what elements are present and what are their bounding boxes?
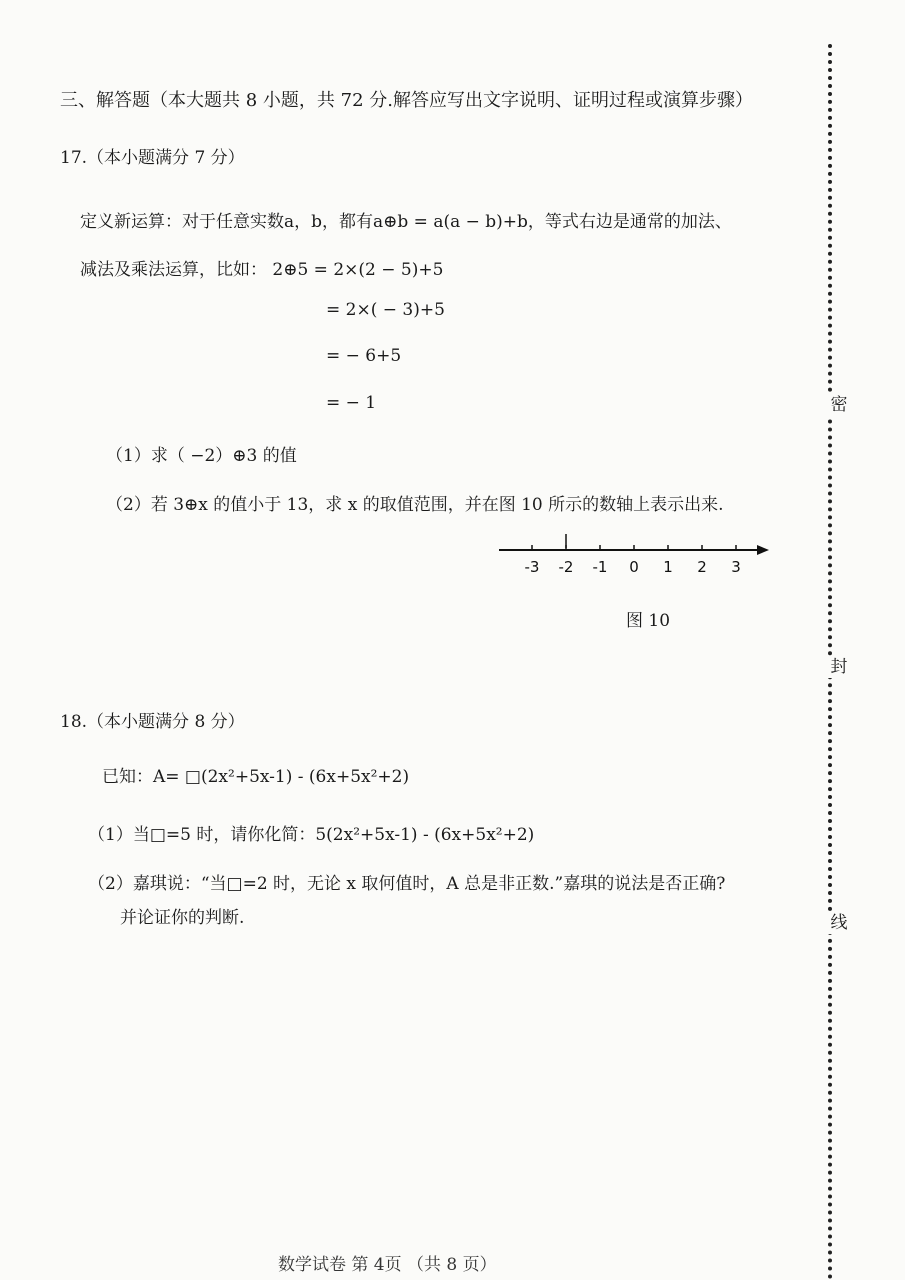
q18-part2-line1: （2）嘉琪说：“当□=2 时，无论 x 取何值时，A 总是非正数.”嘉琪的说法是否正确? (88, 874, 726, 894)
seal-char-feng: 封 (826, 656, 852, 678)
q17-step3: = − 1 (326, 393, 377, 413)
q17-definition-line2: 减法及乘法运算，比如： 2⊕5 = 2×(2 − 5)+5 (80, 260, 444, 280)
q17-definition-line1: 定义新运算：对于任意实数a，b，都有a⊕b = a(a − b)+b，等式右边是通常的加法、 (80, 212, 732, 232)
tick-label: 2 (697, 558, 707, 576)
number-line-arrow (757, 545, 769, 555)
section-title: 三、解答题（本大题共 8 小题，共 72 分.解答应写出文字说明、证明过程或演算步骤） (60, 90, 753, 111)
q17-part2: （2）若 3⊕x 的值小于 13，求 x 的取值范围，并在图 10 所示的数轴上表示出来. (106, 495, 724, 515)
tick-label: -3 (524, 558, 540, 576)
seal-char-xian: 线 (826, 912, 852, 934)
q17-header: 17.（本小题满分 7 分） (60, 148, 245, 168)
tick-label: 0 (629, 558, 639, 576)
q18-part1: （1）当□=5 时，请你化简：5(2x²+5x-1) - (6x+5x²+2) (88, 825, 535, 845)
figure-caption: 图 10 (626, 611, 671, 631)
seal-char-mi: 密 (826, 394, 852, 416)
q17-step2: = − 6+5 (326, 346, 402, 366)
q18-header: 18.（本小题满分 8 分） (60, 712, 245, 732)
q18-given: 已知：A= □(2x²+5x-1) - (6x+5x²+2) (102, 767, 410, 787)
tick-label: -1 (592, 558, 608, 576)
number-line-figure (495, 528, 775, 578)
q18-part2-line2: 并论证你的判断. (120, 908, 245, 928)
q17-part1: （1）求（ −2）⊕3 的值 (106, 446, 297, 466)
page-footer: 数学试卷 第 4页 （共 8 页） (278, 1255, 497, 1275)
tick-label: 1 (663, 558, 673, 576)
tick-label: 3 (731, 558, 741, 576)
tick-label: -2 (558, 558, 574, 576)
q17-step1: = 2×( − 3)+5 (326, 300, 445, 320)
